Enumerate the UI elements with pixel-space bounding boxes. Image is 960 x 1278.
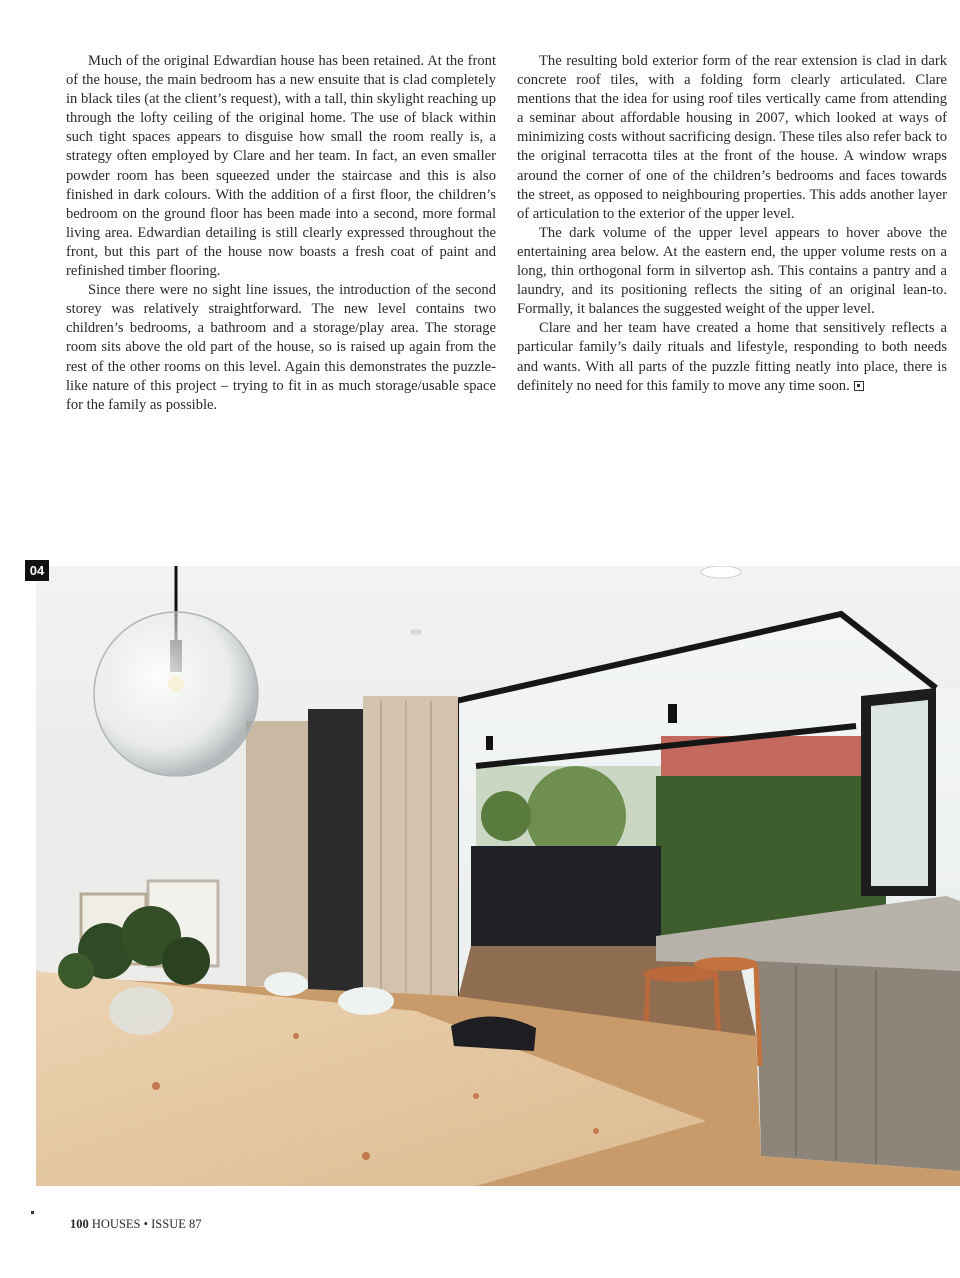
article-paragraph-final	[517, 319, 947, 395]
article-paragraph: The resulting bold exterior form of the rear extension is clad in dark concrete roof tiles, with a folding form clearly articulated. Clare mentions that the idea for using roof tiles vertically came from attending a seminar about affordable housing in 2007, which looked at ways of minimizing costs without sacrificing design. These tiles also refer back to the original terracotta tiles at the front of the house. A window wraps around the corner of one of the children’s bedrooms and faces towards the street, as opposed to neighbouring properties. This adds another layer of articulation to the exterior of the upper level.	[517, 53, 947, 222]
article-paragraph: Since there were no sight line issues, the introduction of the second storey was relatively straightforward. The new level contains two children’s bedrooms, a bathroom and a storage/play area. The storage room sits above the old part of the house, so is raised up again from the rest of the other rooms on this level. Again this demonstrates the puzzle-like nature of this project – trying to fit in as much storage/usable space for the family as possible.	[66, 282, 496, 413]
page-number: 100	[70, 1217, 89, 1231]
crop-mark	[31, 1211, 34, 1214]
article-paragraph: Much of the original Edwardian house has been retained. At the front of the house, the main bedroom has a new ensuite that is clad completely in black tiles (at the client’s request), with a tall, thin skylight reaching up through the lofty ceiling of the original home. The use of black within such tight spaces appears to disguise how small the room really is, a strategy often employed by Clare and her team. In fact, an even smaller powder room has been squeezed under the staircase and this is also finished in dark colours. With the addition of a first floor, the children’s bedroom on the ground floor has been made into a second, more formal living area. Edwardian detailing is still clearly expressed throughout the front, but this part of the house now boasts a fresh coat of paint and refinished timber flooring.	[66, 53, 497, 280]
article-column-left	[66, 52, 496, 415]
end-of-article-icon	[854, 381, 864, 391]
photo-number-badge: 04	[25, 560, 49, 581]
issue-label: ISSUE 87	[151, 1217, 202, 1231]
article-paragraph-text: Clare and her team have created a home that sensitively reflects a particular family’s daily rituals and lifestyle, responding to both needs and wants. With all parts of the puzzle fitting neatly into place, there is definitely no need for this family to move any time soon.	[517, 320, 947, 394]
folio-separator: •	[143, 1217, 149, 1231]
page-folio	[70, 1217, 202, 1232]
article-column-right	[517, 52, 947, 396]
interior-photo	[36, 566, 960, 1186]
magazine-name: HOUSES	[91, 1217, 141, 1231]
article-paragraph: The dark volume of the upper level appears to hover above the entertaining area below. At the eastern end, the upper volume rests on a long, thin orthogonal form in silvertop ash. This contains a pantry and a laundry, and its positioning reflects the siting of an original lean-to. Formally, it balances the suggested weight of the upper level.	[517, 224, 947, 318]
